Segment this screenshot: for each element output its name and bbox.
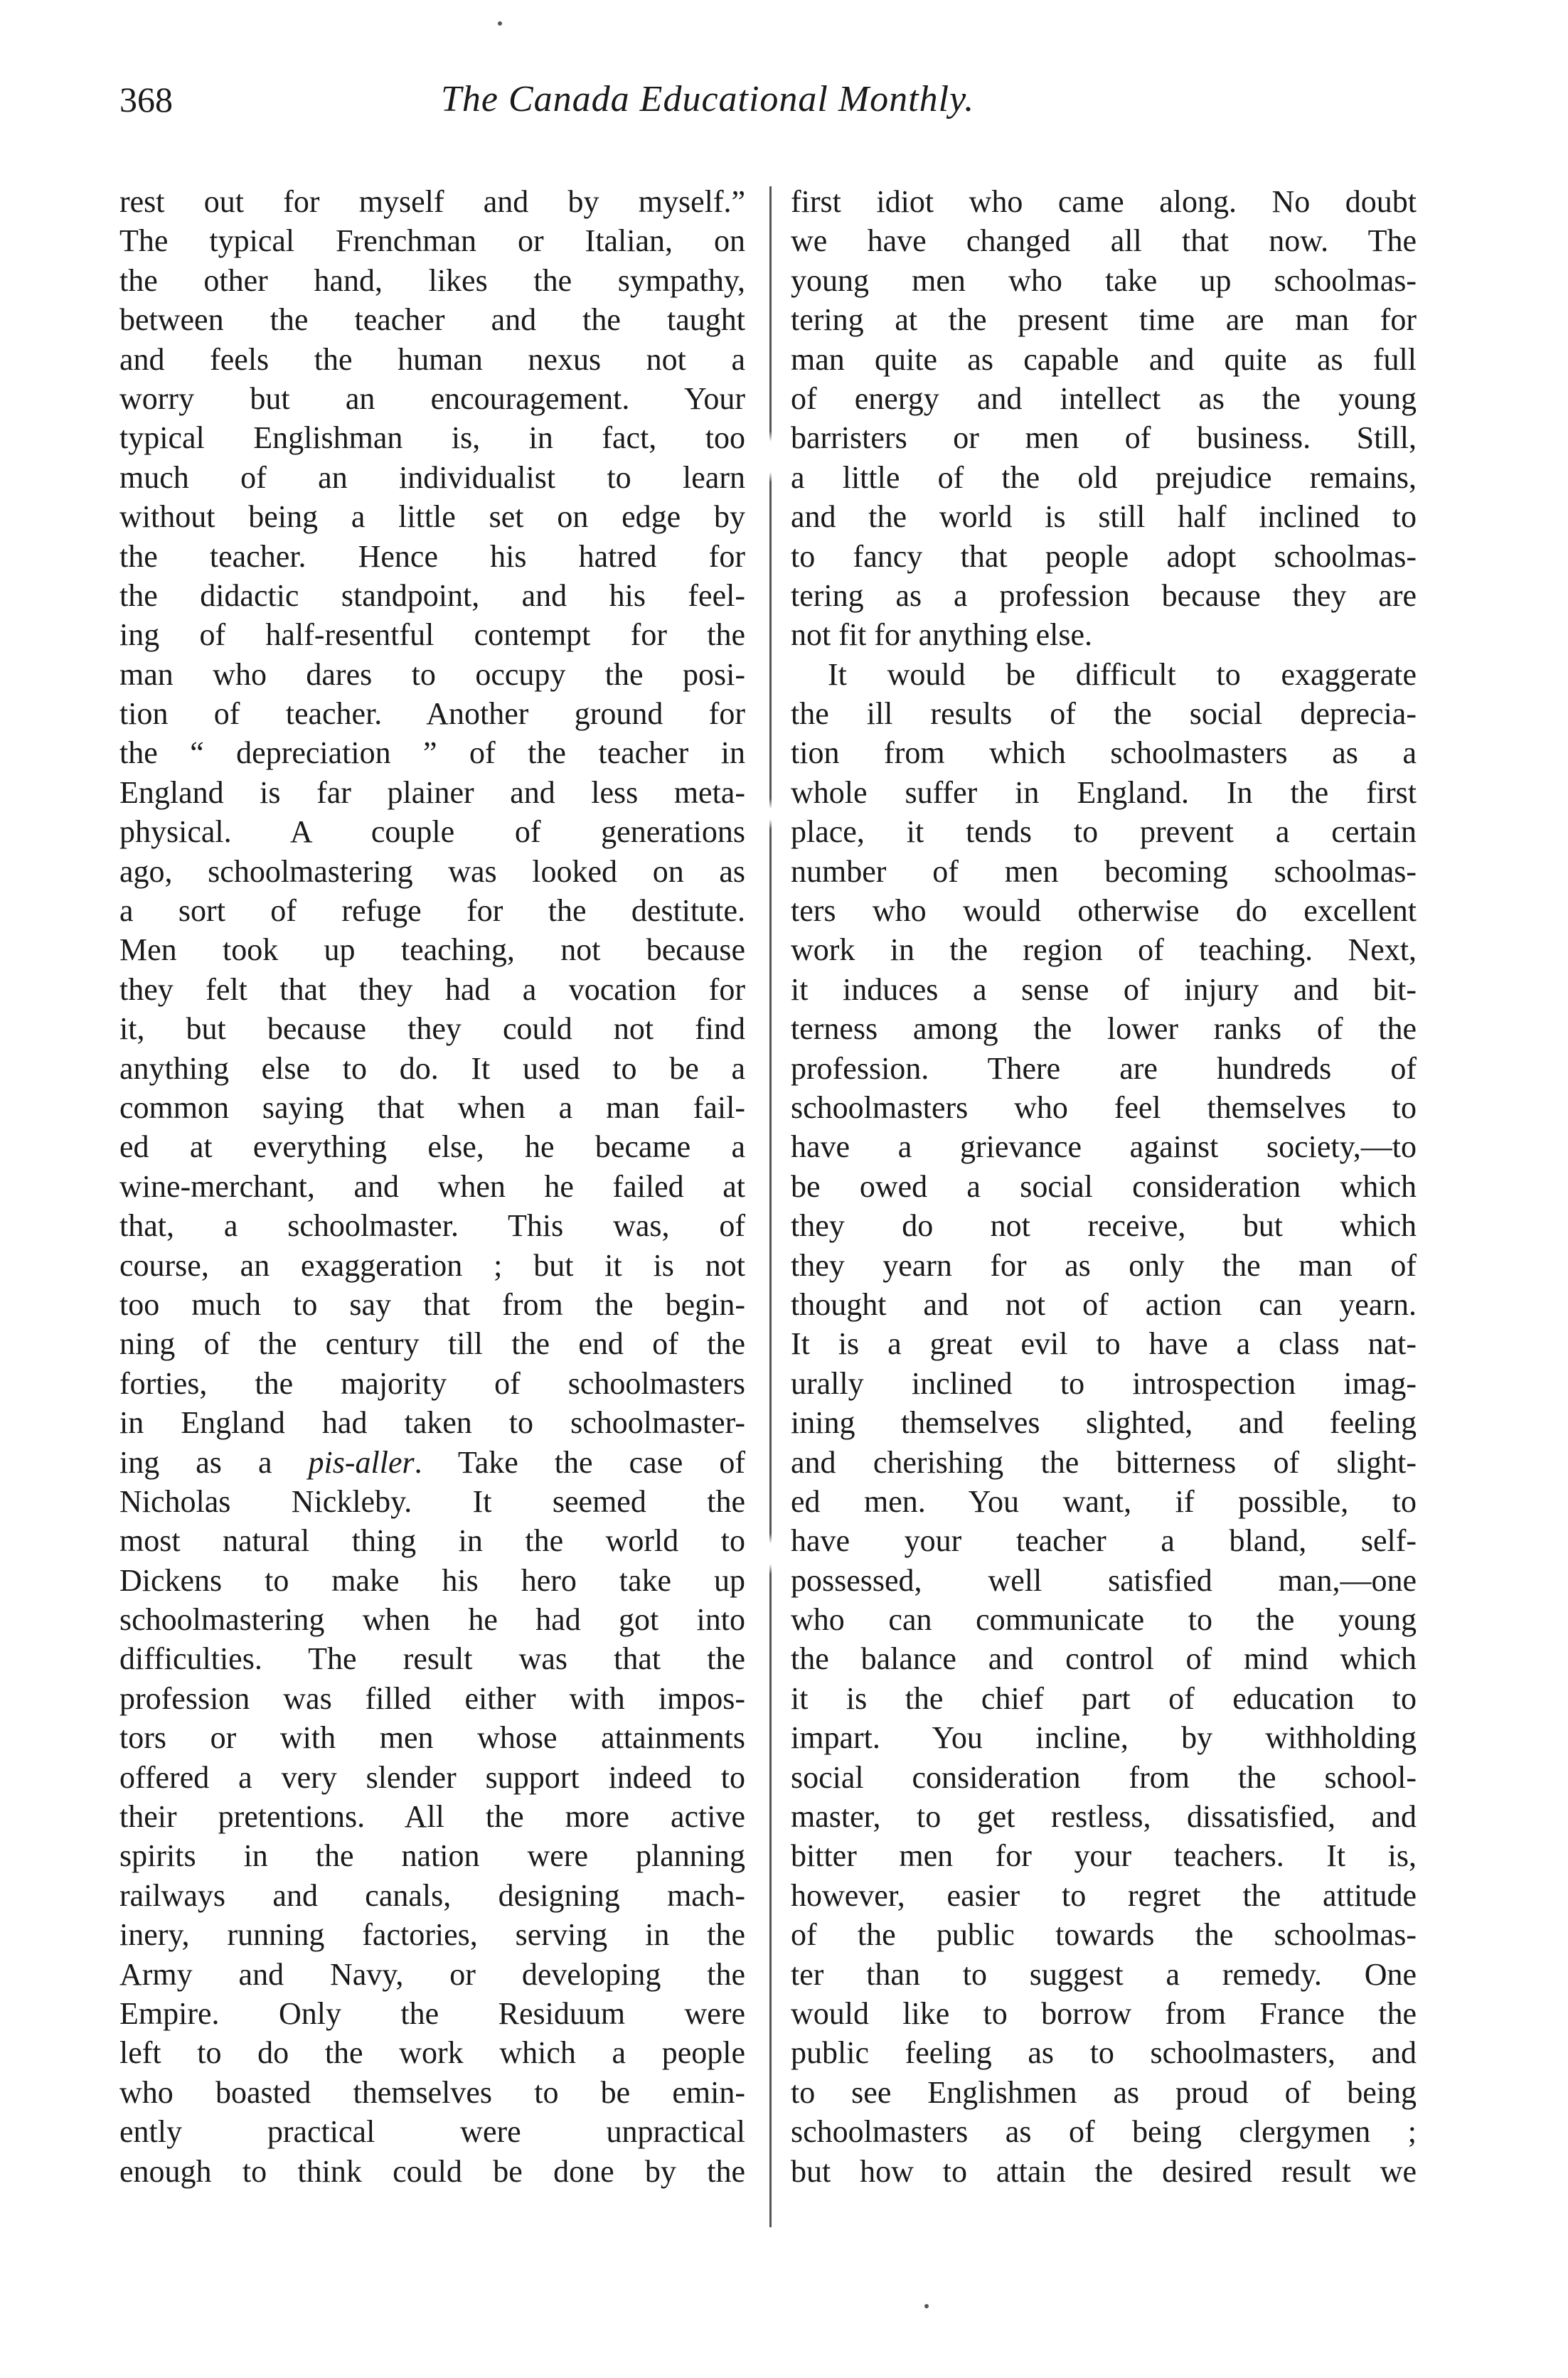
text-line: in England had taken to schoolmaster- bbox=[119, 1405, 745, 1441]
text-line: to see Englishmen as proud of being bbox=[791, 2074, 1417, 2110]
text-line: between the teacher and the taught bbox=[119, 302, 745, 338]
text-line: a little of the old prejudice remains, bbox=[791, 459, 1417, 495]
text-line: young men who take up schoolmas- bbox=[791, 262, 1417, 298]
text-line: man quite as capable and quite as full bbox=[791, 341, 1417, 377]
text-line: it induces a sense of injury and bit- bbox=[791, 971, 1417, 1007]
text-line: thought and not of action can yearn. bbox=[791, 1286, 1417, 1322]
text-line: physical. A couple of generations bbox=[119, 814, 745, 850]
text-line: have your teacher a bland, self- bbox=[791, 1523, 1417, 1559]
text-line: schoolmasters who feel themselves to bbox=[791, 1089, 1417, 1125]
text-line: it is the chief part of education to bbox=[791, 1680, 1417, 1716]
text-line: Army and Navy, or developing the bbox=[119, 1956, 745, 1992]
text-line: profession was filled either with impos- bbox=[119, 1680, 745, 1716]
text-line: difficulties. The result was that the bbox=[119, 1641, 745, 1677]
text-line: ning of the century till the end of the bbox=[119, 1326, 745, 1362]
text-line: left to do the work which a people bbox=[119, 2035, 745, 2071]
text-line: rest out for myself and by myself.” bbox=[119, 184, 745, 219]
text-line: typical Englishman is, in fact, too bbox=[119, 420, 745, 456]
text-line: of the public towards the schoolmas- bbox=[791, 1917, 1417, 1953]
text-line: public feeling as to schoolmasters, and bbox=[791, 2035, 1417, 2071]
text-line: who boasted themselves to be emin- bbox=[119, 2074, 745, 2110]
text-line: ining themselves slighted, and feeling bbox=[791, 1405, 1417, 1441]
text-line: tering at the present time are man for bbox=[791, 302, 1417, 338]
column-divider bbox=[769, 186, 772, 2227]
text-line: ing of half-resentful contempt for the bbox=[119, 617, 745, 653]
print-speck bbox=[498, 21, 502, 26]
text-line: and feels the human nexus not a bbox=[119, 341, 745, 377]
text-line: railways and canals, designing mach- bbox=[119, 1877, 745, 1913]
text-line: inery, running factories, serving in the bbox=[119, 1917, 745, 1953]
text-line: ago, schoolmastering was looked on as bbox=[119, 853, 745, 889]
text-line: ed at everything else, he became a bbox=[119, 1129, 745, 1165]
running-title: The Canada Educational Monthly. bbox=[441, 79, 975, 119]
text-line: work in the region of teaching. Next, bbox=[791, 932, 1417, 968]
text-line: have a grievance against society,—to bbox=[791, 1129, 1417, 1165]
text-line: common saying that when a man fail- bbox=[119, 1089, 745, 1125]
italic-term: pis-aller bbox=[308, 1444, 415, 1480]
text-line: they do not receive, but which bbox=[791, 1208, 1417, 1244]
text-line: they felt that they had a vocation for bbox=[119, 971, 745, 1007]
text-line: course, an exaggeration ; but it is not bbox=[119, 1247, 745, 1283]
text-line: barristers or men of business. Still, bbox=[791, 420, 1417, 456]
text-line: however, easier to regret the attitude bbox=[791, 1877, 1417, 1913]
text-line: It would be difficult to exaggerate bbox=[828, 656, 1417, 692]
text-line: to fancy that people adopt schoolmas- bbox=[791, 538, 1417, 574]
right-column bbox=[791, 182, 1417, 2191]
text-line: schoolmasters as of being clergymen ; bbox=[791, 2114, 1417, 2150]
text-line: be owed a social consideration which bbox=[791, 1168, 1417, 1204]
text-line: Dickens to make his hero take up bbox=[119, 1562, 745, 1598]
text-line: not fit for anything else. bbox=[791, 617, 1093, 653]
text-line: impart. You incline, by withholding bbox=[791, 1720, 1417, 1756]
text-line: the other hand, likes the sympathy, bbox=[119, 262, 745, 298]
text-line: ter than to suggest a remedy. One bbox=[791, 1956, 1417, 1992]
text-line: urally inclined to introspection imag- bbox=[791, 1365, 1417, 1401]
text-line: Nicholas Nickleby. It seemed the bbox=[119, 1483, 745, 1519]
text-line: of energy and intellect as the young bbox=[791, 380, 1417, 416]
text-line: bitter men for your teachers. It is, bbox=[791, 1838, 1417, 1874]
text-line: and the world is still half inclined to bbox=[791, 499, 1417, 535]
text-line: enough to think could be done by the bbox=[119, 2153, 745, 2189]
text-line: master, to get restless, dissatisfied, and bbox=[791, 1799, 1417, 1835]
text-line: tion of teacher. Another ground for bbox=[119, 696, 745, 732]
text-line: who can communicate to the young bbox=[791, 1602, 1417, 1638]
text-line: tion from which schoolmasters as a bbox=[791, 735, 1417, 771]
text-line: the teacher. Hence his hatred for bbox=[119, 538, 745, 574]
text-line: possessed, well satisfied man,—one bbox=[791, 1562, 1417, 1598]
text-line: whole suffer in England. In the first bbox=[791, 774, 1417, 810]
text-line: Men took up teaching, not because bbox=[119, 932, 745, 968]
text-line: too much to say that from the begin- bbox=[119, 1286, 745, 1322]
text-line: terness among the lower ranks of the bbox=[791, 1011, 1417, 1047]
text-line: tering as a profession because they are bbox=[791, 577, 1417, 613]
text-line: Empire. Only the Residuum were bbox=[119, 1995, 745, 2031]
page-header bbox=[119, 68, 1428, 132]
text-line: their pretentions. All the more active bbox=[119, 1799, 745, 1835]
text-line: the “ depreciation ” of the teacher in bbox=[119, 735, 745, 771]
text-line: that, a schoolmaster. This was, of bbox=[119, 1208, 745, 1244]
text-line: the balance and control of mind which bbox=[791, 1641, 1417, 1677]
text-line: spirits in the nation were planning bbox=[119, 1838, 745, 1874]
print-speck bbox=[924, 2304, 929, 2308]
text-line: forties, the majority of schoolmasters bbox=[119, 1365, 745, 1401]
text-line: schoolmastering when he had got into bbox=[119, 1602, 745, 1638]
text-line: number of men becoming schoolmas- bbox=[791, 853, 1417, 889]
text-line: man who dares to occupy the posi- bbox=[119, 656, 745, 692]
text-line: offered a very slender support indeed to bbox=[119, 1759, 745, 1795]
text-line: wine-merchant, and when he failed at bbox=[119, 1168, 745, 1204]
page-number: 368 bbox=[119, 80, 173, 119]
text-line: they yearn for as only the man of bbox=[791, 1247, 1417, 1283]
text-line: ed men. You want, if possible, to bbox=[791, 1483, 1417, 1519]
text-line: profession. There are hundreds of bbox=[791, 1050, 1417, 1086]
text-line: a sort of refuge for the destitute. bbox=[119, 893, 745, 929]
text-line: worry but an encouragement. Your bbox=[119, 380, 745, 416]
text-line: and cherishing the bitterness of slight- bbox=[791, 1444, 1417, 1480]
text-line: ters who would otherwise do excellent bbox=[791, 893, 1417, 929]
text-line: ently practical were unpractical bbox=[119, 2114, 745, 2150]
text-line: the ill results of the social deprecia- bbox=[791, 696, 1417, 732]
text-line: the didactic standpoint, and his feel- bbox=[119, 577, 745, 613]
text-line: much of an individualist to learn bbox=[119, 459, 745, 495]
text-line: tors or with men whose attainments bbox=[119, 1720, 745, 1756]
text-line: without being a little set on edge by bbox=[119, 499, 745, 535]
text-line: place, it tends to prevent a certain bbox=[791, 814, 1417, 850]
text-line: ing as a pis-aller. Take the case of bbox=[119, 1444, 746, 1480]
text-line: The typical Frenchman or Italian, on bbox=[119, 223, 745, 259]
text-line: social consideration from the school- bbox=[791, 1759, 1417, 1795]
text-line: It is a great evil to have a class nat- bbox=[791, 1326, 1417, 1362]
left-column bbox=[119, 182, 745, 2191]
text-line: would like to borrow from France the bbox=[791, 1995, 1417, 2031]
text-line: first idiot who came along. No doubt bbox=[791, 184, 1417, 219]
text-line: we have changed all that now. The bbox=[791, 223, 1417, 259]
text-line: anything else to do. It used to be a bbox=[119, 1050, 745, 1086]
text-line: but how to attain the desired result we bbox=[791, 2153, 1417, 2189]
text-line: it, but because they could not find bbox=[119, 1011, 745, 1047]
text-line: England is far plainer and less meta- bbox=[119, 774, 745, 810]
text-line: most natural thing in the world to bbox=[119, 1523, 745, 1559]
